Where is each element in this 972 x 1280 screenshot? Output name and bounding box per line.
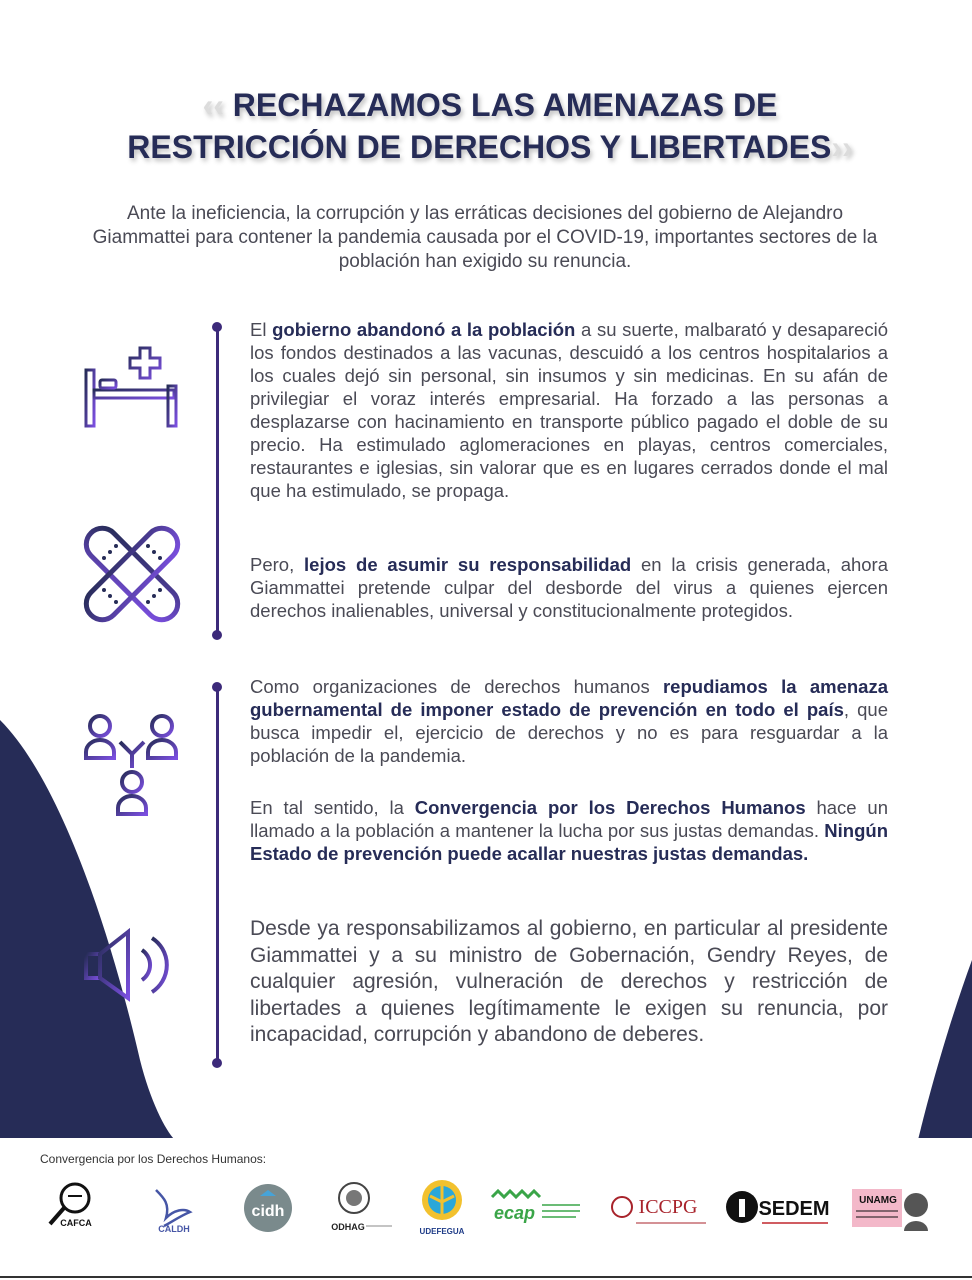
timeline-dot [212,630,222,640]
title-line-1: ‹‹ RECHAZAMOS LAS AMENAZAS DE [202,87,778,123]
paragraph-convergencia: En tal sentido, la Convergencia por los Derechos Humanos hace un llamado a la población a mantener la lucha por sus justas demandas. Ningún Estado de prevención puede acallar nuestras justas demandas. [250,797,888,864]
title-line-2: RESTRICCIÓN DE DERECHOS Y LIBERTADES›› [127,129,853,165]
logo-cafca [40,1178,110,1238]
caldh-icon [140,1180,200,1236]
intro-text: Ante la ineficiencia, la corrupción y las erráticas decisiones del gobierno de Alejandro Giammattei para contener la pandemia causada por el COVID-19, importantes sectores de la población han exigido su renuncia. [92,203,878,272]
iccpg-icon [610,1185,710,1231]
logo-odhag [324,1178,394,1238]
timeline-dot [212,1058,222,1068]
speaker-icon [82,928,182,1002]
page-title [80,84,900,168]
logo-text: SEDEM [758,1198,830,1220]
hospital-bed-icon [80,342,184,432]
logo-text: CAFCA [60,1218,92,1228]
logo-text: ecap [494,1203,536,1223]
highlight-text: Ningún Estado de prevención puede acallar nuestras justas demandas. [250,820,888,864]
logo-cidh [242,1178,294,1238]
logo-sedem [724,1178,834,1238]
logo-iccpg [610,1178,710,1238]
people-icon [82,712,182,820]
sedem-icon [724,1185,834,1231]
bottom-border [0,1276,972,1278]
logo-text: UNAMG [859,1195,897,1206]
paragraph-responsabilidad: Pero, lejos de asumir su responsabilidad en la crisis generada, ahora Giammattei pretende culpar del desborde del virus a quienes ejercen derechos inalienables, universal y constitucionalmente protegidos. [250,554,889,621]
logo-udefegua [414,1178,470,1238]
udefegua-icon [414,1178,470,1238]
bandage-icon [82,524,182,624]
logo-text: UDEFEGUA [419,1227,465,1236]
cafca-icon [40,1180,110,1236]
logo-unamg [852,1178,934,1238]
highlight-text: gobierno abandonó a la población [272,319,576,340]
close-quote-mark: ›› [831,129,853,165]
highlight-text: lejos de asumir su responsabilidad [304,554,632,575]
highlight-text: repudiamos la amenaza gubernamental de imponer estado de prevención en todo el país [250,676,888,720]
footer-label: Convergencia por los Derechos Humanos: [40,1152,267,1166]
logo-text: CALDH [158,1224,190,1234]
logo-text: cidh [251,1203,285,1220]
timeline-line [216,327,219,635]
logo-caldh [140,1178,200,1238]
open-quote-mark: ‹‹ [202,87,224,123]
paragraph-repudio: Como organizaciones de derechos humanos repudiamos la amenaza gubernamental de imponer estado de prevención en todo el país, que busca impedir el, ejercicio de derechos y no es para resguardar a la población de la pandemia. [250,676,888,766]
highlight-text: Convergencia por los Derechos Humanos [414,797,806,818]
unamg-icon [852,1183,934,1233]
ecap-icon [490,1185,584,1231]
paragraph-gobierno: El gobierno abandonó a la población a su suerte, malbarató y desapareció los fondos destinados a las vacunas, descuidó a los centros hospitalarios a los cuales dejó sin personal, sin insumos y sin medicinas. En su afán de privilegiar el voraz interés empresarial. Ha forzado a las personas a desplazarse con hacinamiento en transporte público pagado el doble de su precio. Ha estimulado aglomeraciones en playas, centros comerciales, restaurantes e iglesias, sin valorar que es en lugares cerrados donde el mal que ha estimulado, se propaga. [250,319,888,501]
logo-ecap [490,1178,584,1238]
odhag-icon [324,1180,394,1236]
logo-text: ODHAG [331,1222,365,1232]
timeline-line [216,687,219,1063]
logo-text: ICCPG [638,1196,698,1218]
paragraph-responsabilizamos: Desde ya responsabilizamos al gobierno, en particular al presidente Giammattei y a su ministro de Gobernación, Gendry Reyes, de cualquier agresión, vulneración de derechos y restricción de libertades a quienes legítimamente le exigen su renuncia, por incapacidad, corrupción y abandono de deberes. [250,917,888,1046]
cidh-icon [242,1182,294,1234]
